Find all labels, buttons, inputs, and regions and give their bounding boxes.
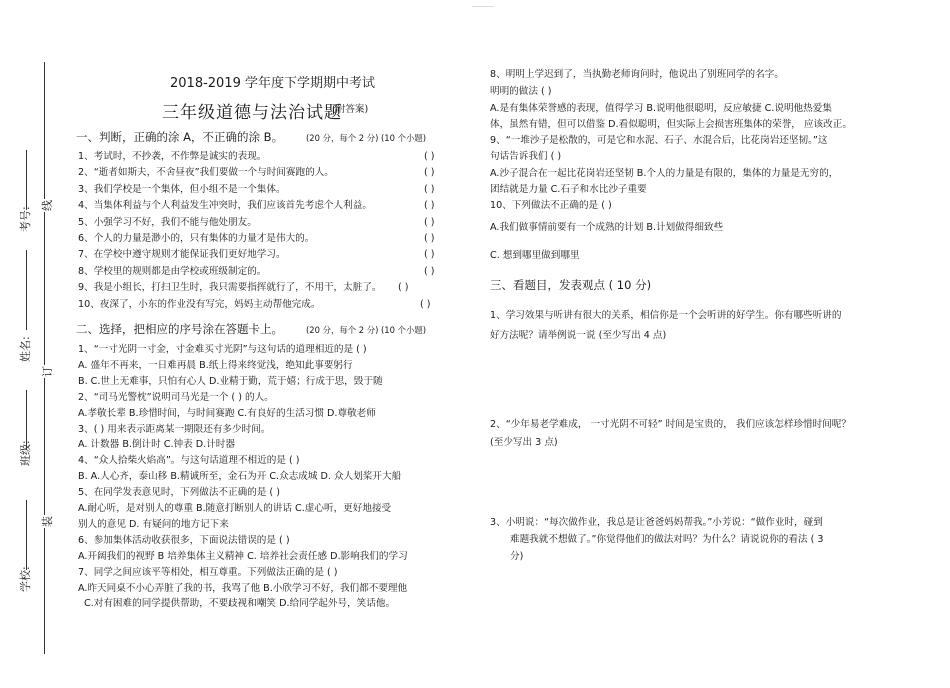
answer-blank[interactable]: ( ) — [424, 233, 435, 244]
choice-line: 4、“众人拾柴火焰高”。与这句话道理不相近的是 ( ) — [78, 455, 300, 467]
choice-line: 体，虽然有错，但可以借鉴 D.看似聪明，但实际上会损害班集体的荣誉， 应该改正。 — [490, 119, 852, 130]
choice-line: 2、“司马光警枕”说明司马光是一个 ( ) 的人。 — [78, 391, 274, 403]
exam-subject-title: 三年级道德与法治试题 — [162, 103, 342, 123]
field-banji[interactable] — [26, 390, 27, 450]
judgment-item: 3、我们学校是一个集体，但小组不是一个集体。 — [78, 183, 286, 195]
answer-blank[interactable]: ( ) — [424, 216, 435, 228]
judgment-item: 8、学校里的规则都是由学校或班级制定的。 — [78, 265, 267, 277]
judgment-item: 9、我是小组长，打扫卫生时，我只需要指挥就行了，不用干，太脏了。 — [78, 282, 382, 294]
answer-note: (附答案) — [332, 104, 369, 115]
choice-line: B. A.人心齐，泰山移 B.精诚所至，金石为开 C.众志成城 D. 众人划桨开大船 — [78, 471, 402, 483]
answer-blank[interactable]: ( ) — [424, 265, 435, 277]
part2-title: 二、选择，把相应的序号涂在答题卡上。 — [76, 322, 283, 336]
judgment-item: 4、当集体利益与个人利益发生冲突时，我们应该首先考虑个人利益。 — [78, 200, 372, 212]
binding-line — [44, 62, 45, 654]
judgment-item: 7、在学校中遵守规则才能保证我们更好地学习。 — [78, 249, 286, 261]
choice-line: 3、( ) 用来表示距离某一期限还有多少时间。 — [78, 423, 271, 435]
answer-blank[interactable]: ( ) — [424, 200, 435, 212]
answer-blank[interactable]: ( ) — [424, 151, 435, 162]
choice-line: C. 想到哪里做到哪里 — [490, 250, 580, 261]
page-marker — [472, 6, 494, 7]
mark-zhuang: 装 — [38, 515, 56, 528]
answer-blank[interactable]: ( ) — [424, 249, 435, 261]
choice-line: A.沙子混合在一起比花岗岩还坚韧 B.个人的力量是有限的，集体的力量是无穷的， — [490, 168, 839, 179]
judgment-item: 6、个人的力量是渺小的，只有集体的力量才是伟大的。 — [78, 233, 315, 244]
mark-xian: 线 — [38, 199, 56, 212]
choice-line: 1、“一寸光阴一寸金，寸金难买寸光阴”与这句话的道理相近的是 ( ) — [78, 344, 367, 355]
answer-blank[interactable]: ( ) — [424, 167, 435, 179]
mark-ding: 订 — [38, 365, 56, 378]
essay-question-line: 难题我就不想做了。”你觉得他们的做法对吗？为什么？请说说你的看法 ( 3 — [510, 534, 824, 545]
choice-line: 9、“一堆沙子是松散的，可是它和水泥、石子、水混合后，比花岗岩还坚韧。”这 — [490, 135, 828, 146]
essay-question-line: 1、学习效果与听讲有很大的关系，相信你是一个会听讲的好学生。你有哪些听讲的 — [490, 310, 842, 321]
choice-line: C.对有困难的同学提供帮助，不要歧视和嘲笑 D.给同学起外号，笑话他。 — [84, 598, 396, 610]
label-xingming: 姓名: — [19, 336, 32, 362]
essay-question-line: 分) — [510, 551, 524, 562]
field-xuexiao[interactable] — [26, 500, 27, 570]
choice-line: A.耐心听，是对别人的尊重 B.随意打断别人的讲话 C.虚心听，更好地接受 — [78, 503, 392, 514]
choice-line: 8、明明上学迟到了，当执勤老师询问时，他说出了别班同学的名字。 — [490, 69, 784, 80]
essay-question-line: (至少写出 3 点) — [490, 437, 558, 448]
label-kaohao: 考号: — [19, 206, 32, 232]
label-banji: 班级: — [19, 440, 32, 466]
choice-line: A.昨天同桌不小心弄脏了我的书，我骂了他 B.小欣学习不好，我们都不要理他 — [78, 582, 408, 594]
choice-line: A.开阔我们的视野 B 培养集体主义精神 C. 培养社会责任感 D.影响我们的学习 — [78, 550, 408, 562]
part1-title: 一、判断，正确的涂 A，不正确的涂 B。 — [76, 130, 284, 144]
choice-line: A.孝敬长辈 B.珍惜时间，与时间赛跑 C.有良好的生活习惯 D.尊敬老师 — [78, 407, 376, 419]
exam-year-title: 2018-2019 学年度下学期期中考试 — [170, 76, 375, 91]
choice-line: 6、参加集体活动收获很多，下面说法错误的是 ( ) — [78, 534, 290, 546]
label-xuexiao: 学校: — [19, 566, 32, 592]
choice-line: A. 计数器 B.倒计时 C.钟表 D.计时器 — [78, 439, 235, 451]
choice-line: B. C.世上无难事，只怕有心人 D.业精于勤，荒于嬉；行成于思，毁于随 — [78, 375, 383, 387]
part1-note: (20 分，每个 2 分) (10 个小题) — [306, 133, 427, 143]
choice-line: A.我们做事情前要有一个成熟的计划 B.计划做得细致些 — [490, 222, 724, 233]
essay-question-line: 好方法呢？请举例说一说 (至少写出 4 点) — [490, 330, 667, 341]
essay-question-line: 2、“少年易老学难成， 一寸光阴不可轻” 时间是宝贵的， 我们应该怎样珍惜时间呢？ — [490, 419, 851, 430]
choice-line: 句话告诉我们 ( ) — [490, 151, 562, 162]
judgment-item: 2、“逝者如斯夫，不舍昼夜”我们要做一个与时间赛跑的人。 — [78, 167, 334, 179]
choice-line: 团结就是力量 C.石子和水比沙子重要 — [490, 184, 647, 195]
judgment-item: 1、考试时，不抄袭，不作弊是诚实的表现。 — [78, 151, 267, 162]
answer-blank[interactable]: ( ) — [420, 298, 431, 310]
part2-note: (20 分，每个 2 分) (10 个小题) — [306, 325, 427, 335]
choice-line: 10、下列做法不正确的是 ( ) — [490, 200, 612, 211]
answer-blank[interactable]: ( ) — [398, 282, 409, 294]
essay-question-line: 3、小明说：“每次做作业，我总是让爸爸妈妈帮我。”小芳说：“做作业时，碰到 — [490, 517, 823, 528]
judgment-item: 10、夜深了，小东的作业没有写完，妈妈主动帮他完成。 — [78, 298, 321, 310]
choice-line: A. 盛年不再来，一日难再晨 B.纸上得来终觉浅，绝知此事要躬行 — [78, 359, 353, 371]
answer-blank[interactable]: ( ) — [424, 183, 435, 195]
choice-line: 5、在同学发表意见时，下列做法不正确的是 ( ) — [78, 487, 280, 499]
choice-line: 7、同学之间应该平等相处，相互尊重。下列做法正确的是 ( ) — [78, 566, 338, 578]
choice-line: 明明的做法 ( ) — [490, 86, 552, 97]
field-kaohao[interactable] — [26, 150, 27, 210]
choice-line: A.是有集体荣誉感的表现，值得学习 B.说明他很聪明，反应敏捷 C.说明他热爱集 — [490, 103, 832, 114]
part3-title: 三、看题目，发表观点 ( 10 分) — [490, 278, 652, 292]
field-xingming[interactable] — [26, 250, 27, 330]
judgment-item: 5、小强学习不好，我们不能与他处朋友。 — [78, 216, 257, 228]
choice-line: 别人的意见 D. 有疑问的地方记下来 — [78, 518, 229, 530]
